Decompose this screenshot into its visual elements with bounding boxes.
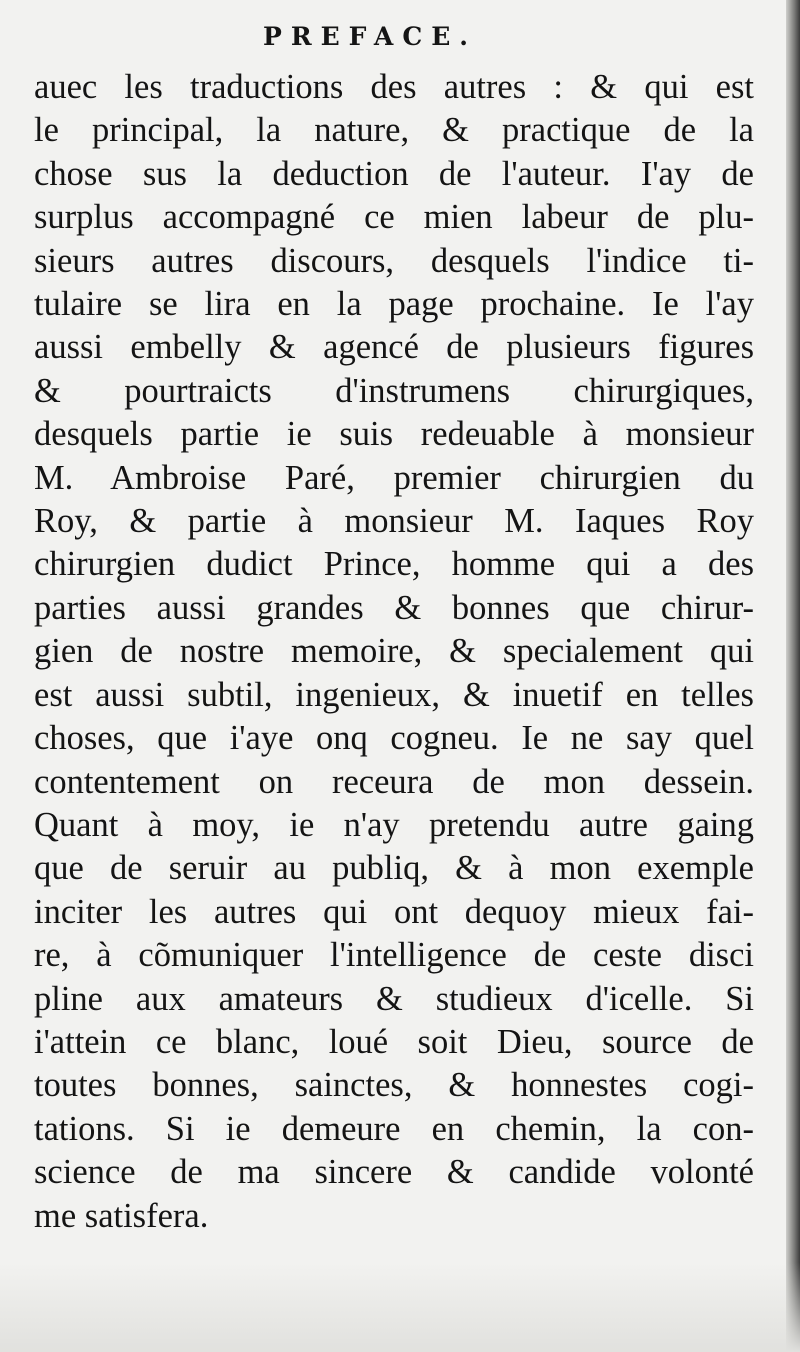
text-line: Roy, & partie à monsieur M. Iaques Roy: [34, 502, 754, 541]
text-line: i'attein ce blanc, loué soit Dieu, source de: [34, 1022, 754, 1061]
text-line: chirurgien dudict Prince, homme qui a des: [34, 545, 754, 584]
text-line: sieurs autres discours, desquels l'indice ti-: [34, 241, 754, 280]
text-line: inciter les autres qui ont dequoy mieux fai-: [34, 892, 754, 931]
text-line: gien de nostre memoire, & specialement qui: [34, 632, 754, 671]
page-edge-shadow: [786, 0, 800, 1352]
text-line: desquels partie ie suis redeuable à monsieur: [34, 415, 754, 454]
text-line: science de ma sincere & candide volonté: [34, 1153, 754, 1192]
text-line: choses, que i'aye onq cogneu. Ie ne say quel: [34, 719, 754, 758]
text-line: tulaire se lira en la page prochaine. Ie l'ay: [34, 285, 754, 324]
text-line: tations. Si ie demeure en chemin, la con-: [34, 1109, 754, 1148]
text-line: contentement on receura de mon dessein.: [34, 762, 754, 801]
text-line: M. Ambroise Paré, premier chirurgien du: [34, 458, 754, 497]
text-line: surplus accompagné ce mien labeur de plu-: [34, 198, 754, 237]
text-line: parties aussi grandes & bonnes que chirur-: [34, 588, 754, 627]
text-line: pline aux amateurs & studieux d'icelle. Si: [34, 979, 754, 1018]
text-line: chose sus la deduction de l'auteur. I'ay de: [34, 154, 754, 193]
body-text: [34, 66, 754, 1238]
text-line: que de seruir au publiq, & à mon exemple: [34, 849, 754, 888]
text-line: Quant à moy, ie n'ay pretendu autre gaing: [34, 805, 754, 844]
text-line: re, à cõmuniquer l'intelligence de ceste disci: [34, 936, 754, 975]
text-line: le principal, la nature, & practique de la: [34, 111, 754, 150]
text-line: est aussi subtil, ingenieux, & inuetif en telles: [34, 675, 754, 714]
text-line: & pourtraicts d'instrumens chirurgiques,: [34, 371, 754, 410]
text-line: auec les traductions des autres : & qui est: [34, 68, 754, 106]
text-line: me satisfera.: [34, 1196, 209, 1235]
page-bottom-shade: [0, 1262, 800, 1352]
text-line: toutes bonnes, sainctes, & honnestes cogi-: [34, 1066, 754, 1105]
running-head: PREFACE.: [263, 22, 477, 51]
text-line: aussi embelly & agencé de plusieurs figures: [34, 328, 754, 367]
